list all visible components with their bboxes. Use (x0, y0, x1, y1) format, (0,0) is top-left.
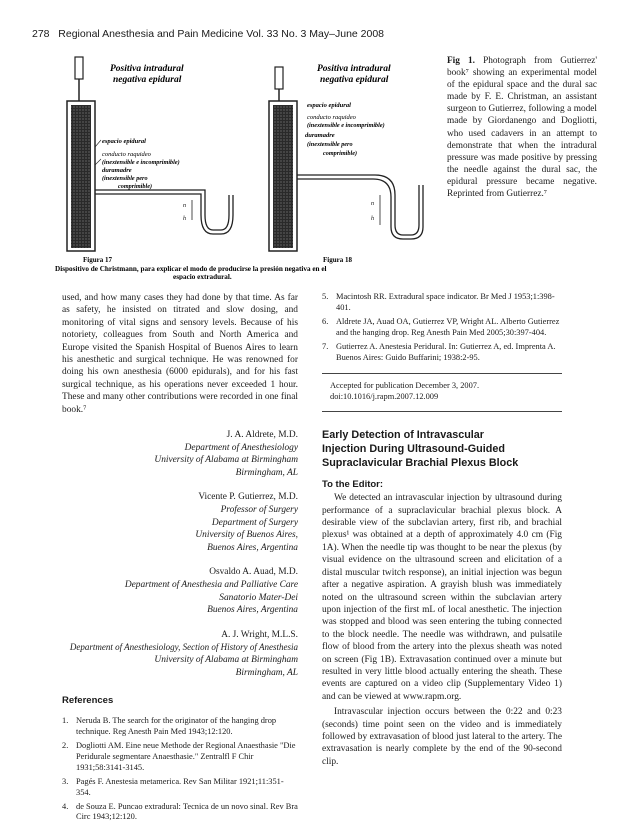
right-lbl-inext2: (inextensible pero (307, 141, 353, 148)
right-scale-h: h (371, 216, 374, 222)
reference-item: 4. de Souza E. Puncao extradural: Tecnica de un novo sinal. Rev Bra Circ 1943;12:120. (62, 801, 298, 822)
fig18-label: Figura 18 (323, 256, 352, 264)
signature-line: Buenos Aires, Argentina (207, 542, 298, 553)
article-paragraph-1: We detected an intravascular injection by ultrasound during performance of a supraclavicular brachial plexus block. A desirable view of the subclavian artery, first rib, and brachial plexus¹ was obtained at a depth of approximately 4.0 cm (Fig 1A). When the needle tip was thought to be near the plexus (by visual evidence on the ultrasound screen and elicitation of a distal muscular twitch response), an initial injection was begun after a negative aspiration. A grayish blush was immediately noted on the ultrasound screen within the subclavian artery upon injection of the first mL of local anesthetic. The injection was stopped and blood was seen entering the tubing connected to the block needle. The needle was withdrawn, and pulsatile flow of blood from the artery into the plexus sheath was noted on screen (Fig 1B). Extravasation continued over a minute but resulted in very little blood actually entering the sheath. These events are captured on a video clip (Supplementary Video 1) and can be viewed at www.rapm.org. (322, 493, 562, 702)
right-column (322, 292, 562, 768)
accepted-note (322, 373, 562, 403)
signature-block-2 (62, 491, 298, 554)
right-apparatus (269, 64, 423, 264)
divider (322, 411, 562, 412)
signature-line: Birmingham, AL (235, 667, 298, 678)
references-list-left (62, 716, 298, 823)
left-scale-n: n (183, 203, 186, 209)
signature-line: Professor of Surgery (220, 505, 298, 516)
right-label-bottom: negativa epidural (320, 75, 389, 85)
right-lbl-espacio: espacio epidural (307, 102, 351, 109)
figure-bottom-caption-1: Dispositivo de Christmann, para explicar el modo de producirse la presión negativa en el (55, 265, 327, 273)
signature-line: Sanatorio Mater-Dei (219, 592, 298, 603)
reference-item: 6. Aldrete JA, Auad OA, Gutierrez VP, Wright AL. Alberto Gutierrez and the hanging drop. Reg Anesth Pain Med 2005;30:397-404. (322, 316, 560, 337)
right-label-top: Positiva intradural (317, 64, 391, 74)
signature-name: Vicente P. Gutierrez, M.D. (198, 492, 298, 503)
left-body-paragraph: used, and how many cases they had done by that time. As far as safety, he insisted on titrated and slow dosing, and monitoring of vital signs and sensory levels. Because of his notoriety, colleagues from South and North America and Europe visited the Spanish Hospital of Buenos Aires to learn his anesthetic and surgical technique. He was renowned for doing his own anesthesia (6000 epidurals), and for his fast surgical technique, as his operations never exceeded 1 hour. These and many other contributions were recorded in one final book.⁷ (62, 293, 298, 415)
left-lbl-compr: comprimible) (118, 183, 153, 190)
article-title: Early Detection of Intravascular Injection During Ultrasound-Guided Supraclavicular Brachial Plexus Block (322, 429, 519, 470)
references-list-right (322, 292, 562, 363)
signature-line: University of Buenos Aires, (195, 530, 298, 541)
signature-line: Birmingham, AL (235, 467, 298, 478)
signature-block-4 (62, 629, 298, 679)
signature-line: Department of Anesthesia and Palliative Care (124, 580, 298, 590)
article-paragraph-2: Intravascular injection occurs between the 0:22 and 0:23 (seconds) time point seen on the video and is immediately followed by extravasation of blood just lateral to the artery. The extravasation is nearly complete by the end of the 90-second clip. (322, 707, 562, 767)
caption-text: Photograph from Gutierrez' book⁷ showing an experimental model of the epidural space and the dural sac made by F. E. Christman, an assistant surgeon to Gutierrez, following a model made by Giordanengo and Dogliotti, who used cadavers in an attempt to demonstrate that when the intradural pressure was made positive by pressing the needle against the dural sac, the epidural pressure became negative. Reprinted from Gutierrez.⁷ (447, 56, 597, 200)
signature-line: University of Alabama at Birmingham (154, 455, 298, 466)
signature-name: A. J. Wright, M.L.S. (221, 629, 298, 640)
signature-block-3 (62, 566, 298, 616)
left-lbl-inext2: (inextensible pero (102, 175, 148, 182)
references-heading: References (62, 695, 114, 707)
left-lbl-conducto: conducto raquideo (102, 151, 151, 158)
right-lbl-compr: comprimible) (323, 150, 358, 157)
reference-item: 7. Gutierrez A. Anestesia Peridural. In: Gutierrez A, ed. Imprenta A. Buenos Aires: Guido Buffarini; 1938:2-95. (322, 341, 556, 362)
left-column (62, 292, 298, 826)
right-lbl-conducto: conducto raquideo (307, 114, 356, 121)
right-lbl-duramadre: duramadre (305, 132, 335, 139)
figure-christmann-apparatus (55, 55, 435, 280)
figure-bottom-caption-2: espacio extradural. (173, 273, 232, 280)
to-the-editor: To the Editor: (322, 479, 384, 491)
accepted-date: Accepted for publication December 3, 2007. (330, 381, 480, 391)
signature-line: Department of Surgery (211, 517, 298, 528)
signature-line: Department of Anesthesiology (184, 442, 298, 453)
page-number: 278 (32, 28, 50, 40)
right-scale-n: n (371, 201, 374, 207)
doi: doi:10.1016/j.rapm.2007.12.009 (330, 392, 439, 402)
left-lbl-espacio: espacio epidural (102, 138, 146, 145)
left-lbl-inext: (inextensible e incomprimible) (102, 159, 180, 166)
caption-lead: Fig 1. (447, 56, 475, 66)
left-scale-h: h (183, 216, 186, 222)
reference-item: 5. Macintosh RR. Extradural space indicator. Br Med J 1953;1:398-401. (322, 292, 555, 312)
left-lbl-duramadre: duramadre (102, 167, 132, 174)
signature-line: University of Alabama at Birmingham (154, 654, 298, 665)
signature-name: Osvaldo A. Auad, M.D. (209, 567, 298, 578)
reference-item: 2. Dogliotti AM. Eine neue Methode der Regional Anaesthasie "Die Peridurale segmentare Anaesthasie." Zentralfl F Chir 1931;58:3141-3145. (62, 740, 296, 772)
signature-line: Buenos Aires, Argentina (207, 605, 298, 616)
left-label-top: Positiva intradural (110, 64, 184, 74)
running-header (32, 28, 384, 40)
reference-item: 1. Neruda B. The search for the originator of the hanging drop technique. Reg Anesth Pain Med 1943;12:120. (62, 716, 277, 737)
reference-item: 3. Pagés F. Anestesia metamerica. Rev San Militar 1921;11:351-354. (62, 776, 284, 797)
signature-line: Department of Anesthesiology, Section of History of Anesthesia (69, 642, 298, 653)
signature-block-1 (62, 429, 298, 479)
left-label-bottom: negativa epidural (113, 75, 182, 85)
left-apparatus (67, 57, 233, 264)
journal-title: Regional Anesthesia and Pain Medicine Vol. 33 No. 3 May–June 2008 (58, 28, 385, 40)
figure-caption (447, 55, 597, 200)
fig17-label: Figura 17 (83, 256, 112, 264)
signature-name: J. A. Aldrete, M.D. (226, 430, 298, 441)
right-lbl-inext: (inextensible e incomprimible) (307, 122, 385, 129)
